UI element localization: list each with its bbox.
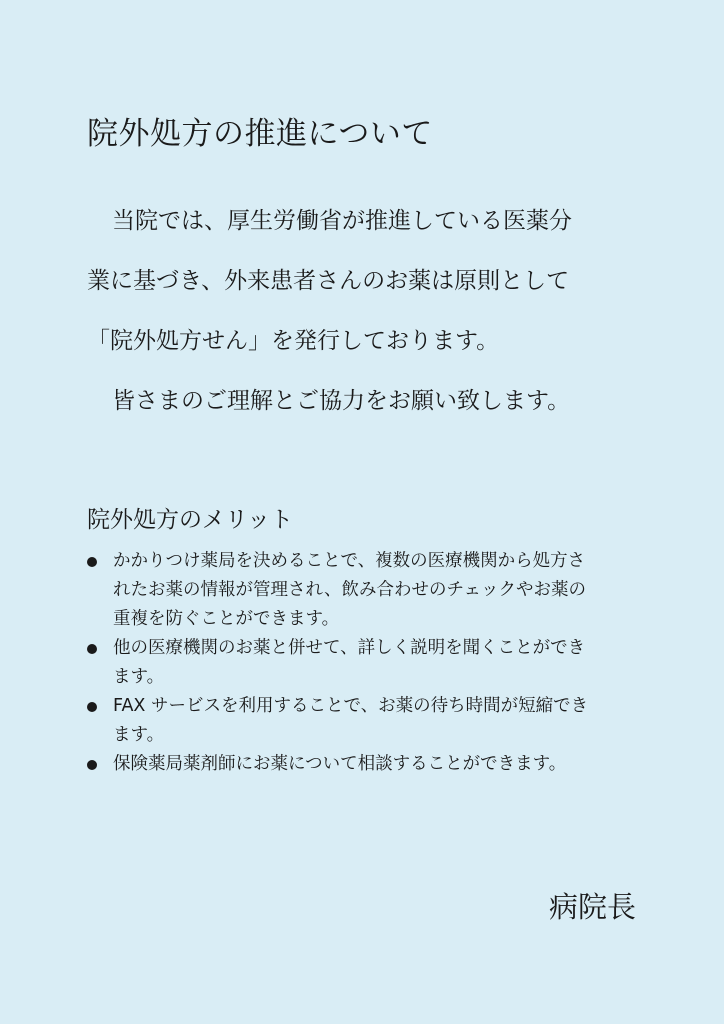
list-item	[87, 634, 647, 692]
bullet-icon	[87, 760, 97, 770]
merit-text-line: FAX サービスを利用することで、お薬の待ち時間が短縮でき	[113, 696, 589, 716]
merit-text-line: ます。	[113, 667, 165, 687]
merit-text-line: ます。	[113, 725, 165, 745]
merits-list	[87, 547, 647, 779]
page-title: 院外処方の推進について	[87, 116, 433, 152]
signature: 病院長	[548, 890, 636, 924]
merits-heading: 院外処方のメリット	[87, 507, 294, 533]
merit-text-line: かかりつけ薬局を決めることで、複数の医療機関から処方さ	[113, 551, 586, 571]
intro-line-4: 皆さまのご理解とご協力をお願い致します。	[112, 388, 571, 414]
bullet-icon	[87, 557, 97, 567]
list-item	[87, 547, 647, 634]
intro-line-2: 業に基づき、外来患者さんのお薬は原則として	[87, 268, 570, 294]
intro-line-3: 「院外処方せん」を発行しております。	[87, 328, 500, 354]
merit-text-line: 重複を防ぐことができます。	[113, 609, 340, 629]
merit-text-line: 保険薬局薬剤師にお薬について相談することができます。	[113, 754, 567, 774]
merit-text-line: れたお薬の情報が管理され、飲み合わせのチェックやお薬の	[113, 580, 587, 600]
list-item	[87, 750, 647, 779]
bullet-icon	[87, 702, 97, 712]
intro-line-1: 当院では、厚生労働省が推進している医薬分	[112, 208, 572, 234]
merit-text-line: 他の医療機関のお薬と併せて、詳しく説明を聞くことができ	[113, 638, 586, 658]
list-item	[87, 692, 647, 750]
bullet-icon	[87, 644, 97, 654]
